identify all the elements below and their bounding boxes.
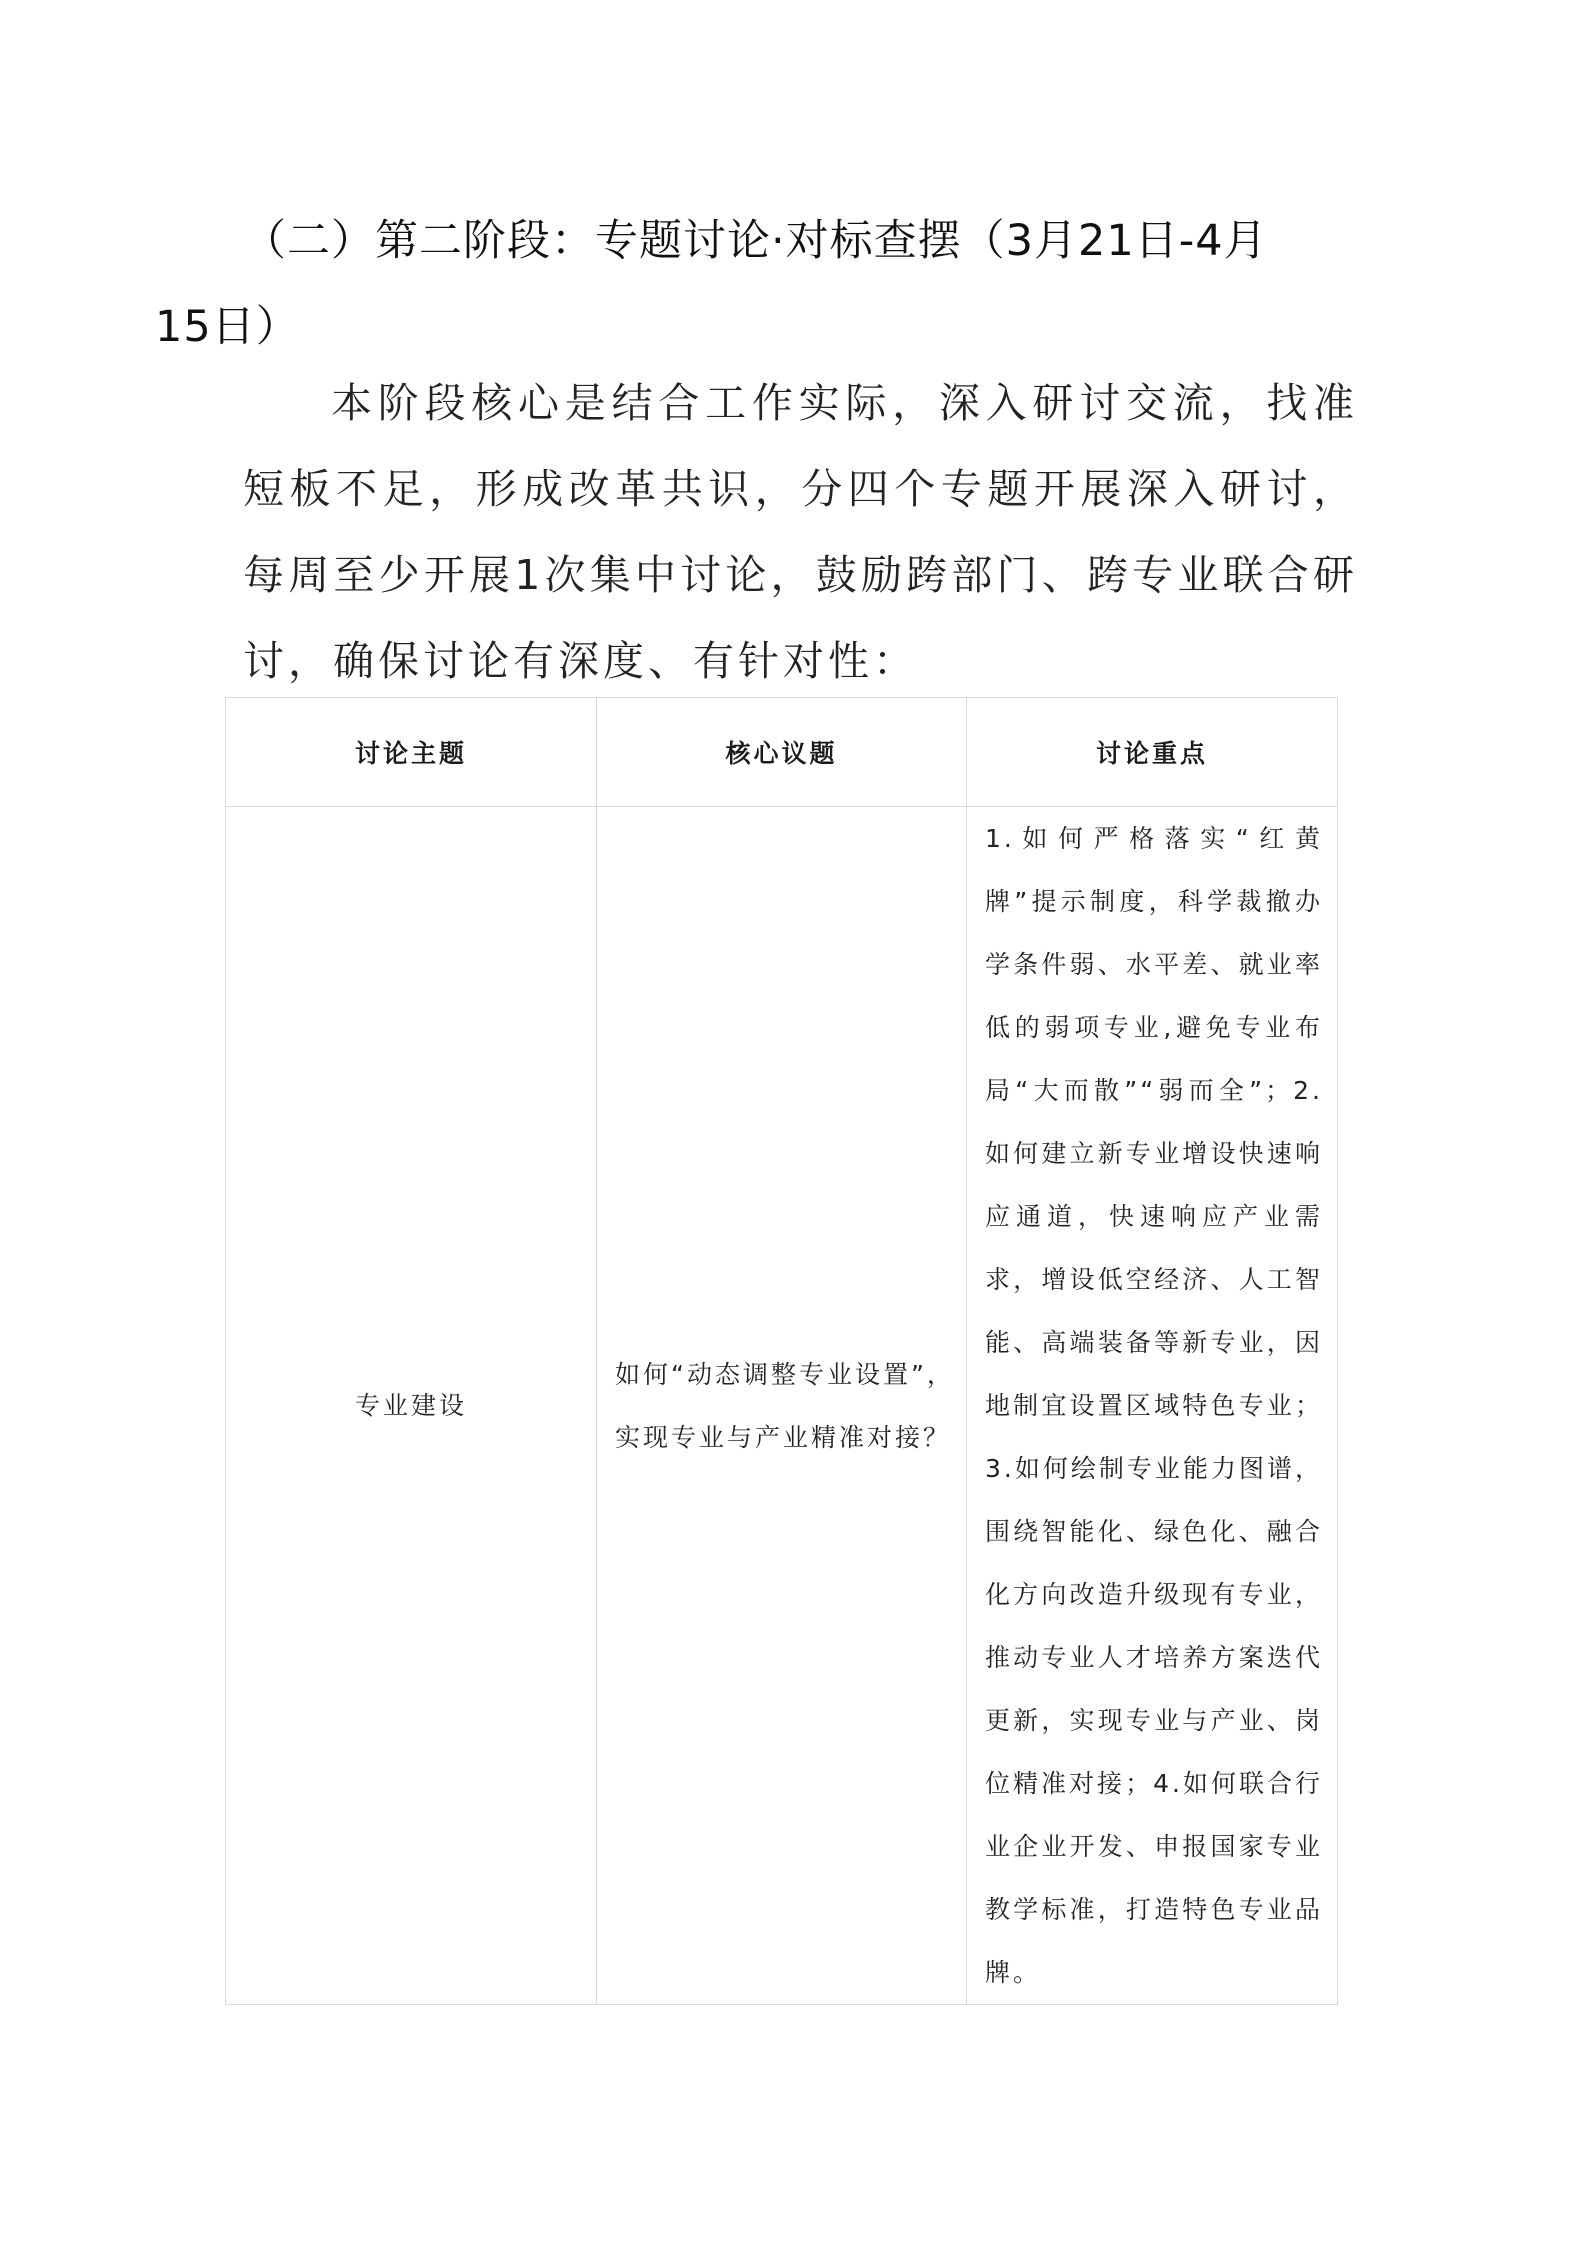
discussion-table xyxy=(225,697,1338,2005)
header-topic: 讨论主题 xyxy=(226,698,597,807)
table-row xyxy=(226,807,1338,2005)
header-focus: 讨论重点 xyxy=(967,698,1338,807)
topic-cell: 专业建设 xyxy=(226,807,597,2005)
section-heading: （二）第二阶段：专题讨论·对标查摆（3月21日-4月15日） xyxy=(155,216,1268,352)
header-issue: 核心议题 xyxy=(597,698,967,807)
focus-cell: 1.如何严格落实“红黄牌”提示制度，科学裁撤办学条件弱、水平差、就业率低的弱项专业,避免专业布局“大而散”“弱而全”；2.如何建立新专业增设快速响应通道，快速响应产业需求，增设低空经济、人工智能、高端装备等新专业，因地制宜设置区域特色专业；3.如何绘制专业能力图谱，围绕智能化、绿色化、融合化方向改造升级现有专业，推动专业人才培养方案迭代更新，实现专业与产业、岗位精准对接；4.如何联合行业企业开发、申报国家专业教学标准，打造特色专业品牌。 xyxy=(967,807,1338,2005)
table-header-row xyxy=(226,698,1338,807)
issue-cell: 如何“动态调整专业设置”，实现专业与产业精准对接？ xyxy=(597,807,967,2005)
intro-paragraph: 本阶段核心是结合工作实际，深入研讨交流，找准短板不足，形成改革共识，分四个专题开展深入研讨，每周至少开展1次集中讨论，鼓励跨部门、跨专业联合研讨，确保讨论有深度、有针对性： xyxy=(243,379,1358,685)
